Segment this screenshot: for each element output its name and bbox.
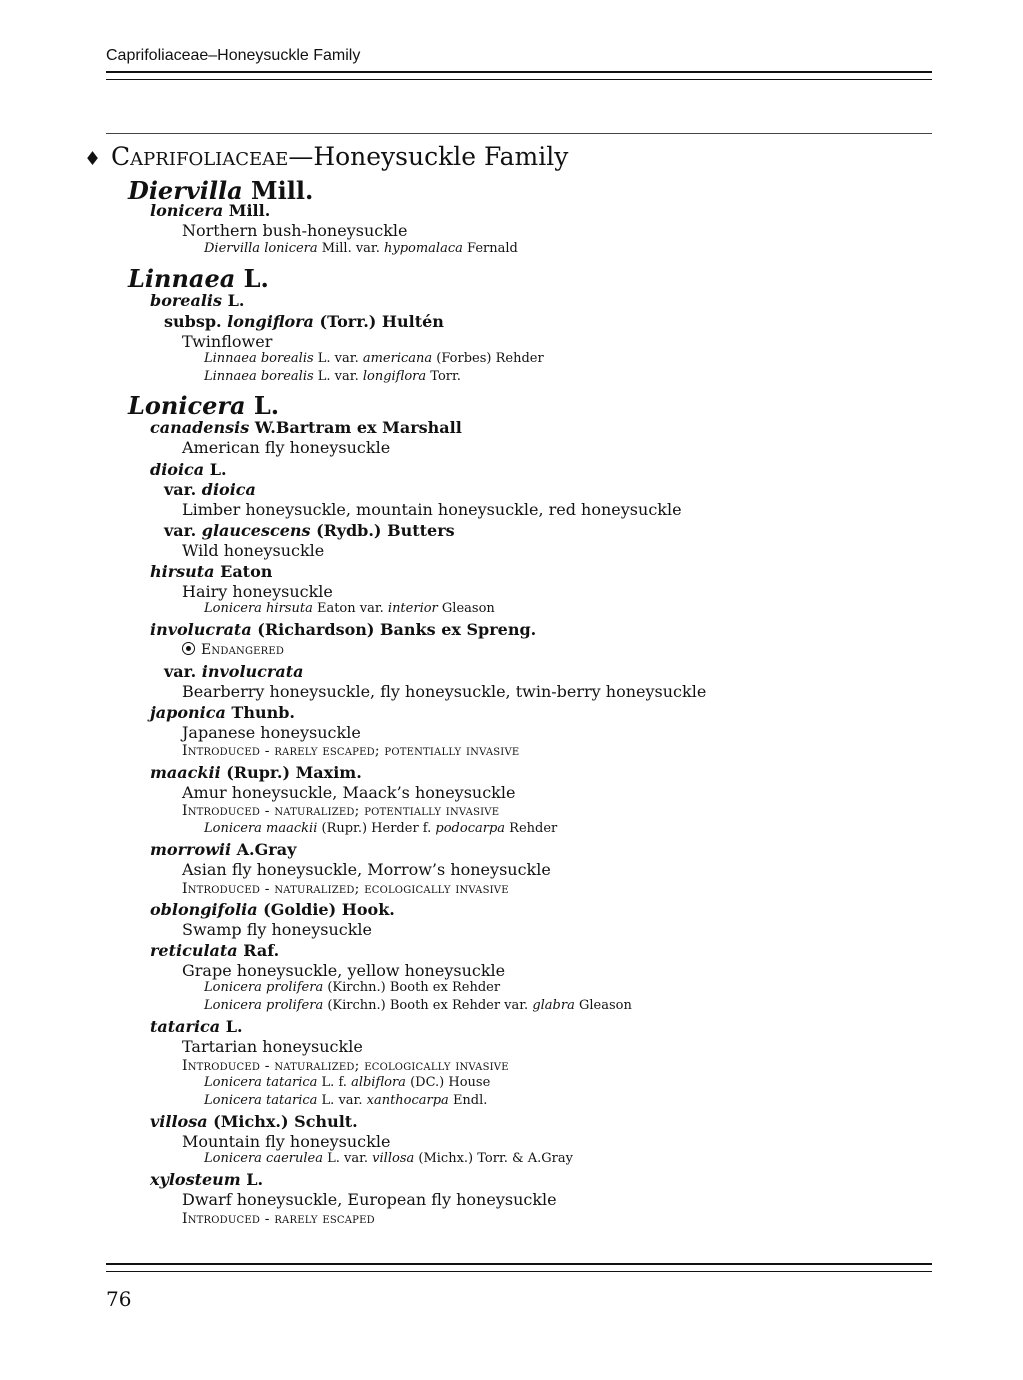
common-name: Mountain fly honeysuckle [182,1132,391,1151]
status-text: Introduced - naturalized; potentially invasive [182,803,500,819]
status-text: Introduced - naturalized; ecologically invasive [182,1058,509,1074]
synonym-part: Linnaea borealis [204,351,314,366]
author: (Rupr.) Maxim. [220,763,362,782]
status-note [182,881,509,897]
common-name: Hairy honeysuckle [182,582,333,601]
species-name [150,418,462,437]
scientific-epithet: canadensis [150,418,250,437]
status-text: Endangered [201,642,285,658]
synonym-part: Linnaea borealis [204,369,314,384]
author: Mill. [223,201,271,220]
synonym-part: glabra [532,998,575,1013]
common-name: American fly honeysuckle [182,438,391,457]
synonym-part: L. var. [317,1093,367,1108]
common-name: Grape honeysuckle, yellow honeysuckle [182,961,506,980]
synonym-part: Mill. var. [317,241,384,256]
synonym [204,1151,573,1166]
infraspecific-name [164,480,256,499]
rank: subsp. [164,312,228,331]
common-name: Japanese honeysuckle [182,723,361,742]
status-note [182,743,519,759]
common-name: Wild honeysuckle [182,541,325,560]
author: L. [235,264,269,293]
synonym-part: Lonicera tatarica [204,1075,318,1090]
synonym-part: (Rupr.) Herder f. [317,821,436,836]
synonym-part: Endl. [448,1093,488,1108]
common-name: Twinflower [182,332,273,351]
synonym-part: Lonicera prolifera [204,998,324,1013]
synonym-part: Eaton var. [312,601,388,616]
author: Mill. [242,176,314,205]
author: A.Gray [231,840,297,859]
synonym-part: Lonicera hirsuta [204,601,313,616]
scientific-epithet: Diervilla [128,176,243,205]
family-common-name: —Honeysuckle Family [288,142,569,171]
scientific-epithet: oblongifolia [150,900,258,919]
scientific-epithet: maackii [150,763,221,782]
synonym-part: villosa [372,1151,415,1166]
synonym-part: Gleason [437,601,495,616]
synonym-part: Lonicera prolifera [204,980,324,995]
scientific-epithet: dioica [201,480,256,499]
species-name [150,1112,358,1131]
synonym-part: L. var. [322,1151,373,1166]
synonym [204,601,495,616]
status-note [182,642,284,658]
synonym-part: americana [362,351,433,366]
author: Eaton [214,562,273,581]
species-name [150,703,295,722]
common-name: Northern bush-honeysuckle [182,221,408,240]
species-name [150,291,244,310]
family-name: Caprifoliaceae [111,142,289,171]
synonym [204,369,461,384]
synonym [204,351,544,366]
genus-heading [128,391,279,420]
synonym-part: Torr. [426,369,461,384]
footer-rule [106,1263,932,1272]
synonym [204,241,518,256]
header-rule [106,71,932,80]
species-name [150,941,279,960]
scientific-epithet: involucrata [201,662,304,681]
species-name [150,900,395,919]
author: (Goldie) Hook. [257,900,395,919]
status-note [182,1211,375,1227]
synonym-part: (Kirchn.) Booth ex Rehder [323,980,501,995]
synonym [204,1075,490,1090]
species-name [150,201,270,220]
common-name: Asian fly honeysuckle, Morrow’s honeysuckle [182,860,551,879]
synonym-part: Gleason [574,998,632,1013]
synonym [204,821,557,836]
scientific-epithet: japonica [150,703,226,722]
family-rule [106,133,932,134]
synonym-part: (Kirchn.) Booth ex Rehder var. [323,998,533,1013]
species-name [150,562,272,581]
synonym [204,998,632,1013]
running-head: Caprifoliaceae–Honeysuckle Family [106,47,361,64]
rank: var. [164,662,202,681]
diamond-icon: ♦ [84,148,102,170]
species-name [150,1170,263,1189]
synonym-part: interior [387,601,438,616]
infraspecific-name [164,662,303,681]
status-text: Introduced - rarely escaped [182,1211,375,1227]
author: L. [240,1170,264,1189]
scientific-epithet: tatarica [150,1017,221,1036]
scientific-epithet: dioica [150,460,205,479]
author: Raf. [237,941,280,960]
endangered-icon [182,642,195,655]
rank: var. [164,480,202,499]
author: (Michx.) Schult. [207,1112,358,1131]
common-name: Swamp fly honeysuckle [182,920,372,939]
status-note [182,1058,509,1074]
synonym-part: Fernald [462,241,518,256]
synonym-part: podocarpa [435,821,506,836]
family-heading [84,142,568,171]
status-text: Introduced - naturalized; ecologically invasive [182,881,509,897]
synonym-part: Rehder [505,821,558,836]
status-note [182,803,499,819]
species-name [150,1017,243,1036]
author: (Rydb.) Butters [310,521,455,540]
synonym-part: Lonicera maackii [204,821,318,836]
scientific-epithet: hirsuta [150,562,215,581]
synonym-part: L. var. [313,369,363,384]
scientific-epithet: glaucescens [201,521,311,540]
scientific-epithet: lonicera [150,201,224,220]
author: L. [220,1017,243,1036]
common-name: Amur honeysuckle, Maack’s honeysuckle [182,783,516,802]
author: W.Bartram ex Marshall [249,418,462,437]
species-name [150,620,536,639]
synonym-part: albiflora [351,1075,406,1090]
infraspecific-name [164,521,455,540]
scientific-epithet: morrowii [150,840,232,859]
synonym-part: (DC.) House [405,1075,491,1090]
author: L. [222,291,245,310]
synonym-part: (Forbes) Rehder [432,351,544,366]
page-number: 76 [106,1287,132,1311]
scientific-epithet: xylosteum [150,1170,241,1189]
common-name: Bearberry honeysuckle, fly honeysuckle, twin-berry honeysuckle [182,682,707,701]
species-name [150,763,362,782]
synonym-part: L. var. [313,351,363,366]
rank: var. [164,521,202,540]
scientific-epithet: involucrata [150,620,252,639]
synonym-part: xanthocarpa [366,1093,449,1108]
infraspecific-name [164,312,444,331]
scientific-epithet: borealis [150,291,222,310]
author: L. [204,460,227,479]
species-name [150,460,227,479]
synonym-part: Diervilla lonicera [204,241,318,256]
common-name: Dwarf honeysuckle, European fly honeysuckle [182,1190,557,1209]
synonym-part: Lonicera caerulea [204,1151,323,1166]
synonym-part: L. f. [317,1075,352,1090]
author: Thunb. [225,703,295,722]
synonym [204,1093,487,1108]
scientific-epithet: Linnaea [128,264,236,293]
synonym-part: hypomalaca [383,241,463,256]
author: (Richardson) Banks ex Spreng. [251,620,537,639]
scientific-epithet: villosa [150,1112,208,1131]
synonym-part: (Michx.) Torr. & A.Gray [414,1151,573,1166]
author: L. [245,391,280,420]
species-name [150,840,296,859]
scientific-epithet: longiflora [227,312,314,331]
author: (Torr.) Hultén [313,312,444,331]
synonym [204,980,500,995]
scientific-epithet: Lonicera [128,391,246,420]
synonym-part: longiflora [362,369,427,384]
status-text: Introduced - rarely escaped; potentially invasive [182,743,520,759]
genus-heading [128,264,269,293]
scientific-epithet: reticulata [150,941,238,960]
common-name: Limber honeysuckle, mountain honeysuckle, red honeysuckle [182,500,682,519]
common-name: Tartarian honeysuckle [182,1037,363,1056]
synonym-part: Lonicera tatarica [204,1093,318,1108]
